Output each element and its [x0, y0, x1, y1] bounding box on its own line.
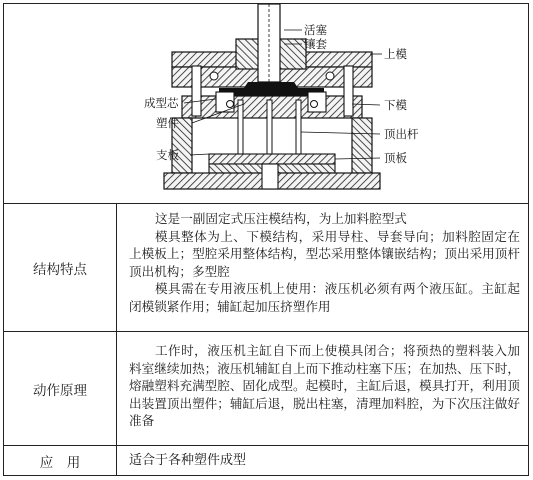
mold-cross-section-drawing: [4, 4, 528, 202]
structure-features-row: [4, 204, 528, 332]
label-piston: 活塞: [304, 23, 327, 37]
label-core: 成型芯: [144, 96, 179, 110]
mold-drawing-row: [4, 4, 528, 204]
label-ejector-plate: 顶板: [384, 151, 407, 165]
label-ejector-pin: 顶出杆: [384, 127, 419, 141]
row-content: [116, 204, 528, 331]
ejector-pin-left: [238, 100, 243, 156]
row-content: [116, 332, 528, 445]
paragraph: 工作时，液压机主缸自下而上使模具闭合；将预热的塑料装入加料室继续加热；液压机辅缸自上而下推动柱塞下压；在加热、压下时，熔融塑料充满型腔、固化成型。起模时，主缸后退，模具打开，利用顶出装置顶出塑件；辅缸后退，脱出柱塞，清理加料腔，为下次压注做好准备: [129, 343, 520, 429]
row-label: 应 用: [4, 446, 117, 475]
paragraph: 这是一副固定式压注模结构，为上加料腔型式: [155, 211, 407, 226]
paragraph: 模具需在专用液压机上使用：液压机必须有两个液压缸。主缸起闭模锁紧作用；辅缸起加压挤塑作用: [129, 281, 520, 314]
guide-pillar-right: [344, 66, 353, 116]
ejector-pin-right: [296, 100, 301, 156]
row-content: [116, 446, 528, 475]
guide-pillar-left: [192, 66, 201, 116]
support-block-right: [352, 118, 372, 173]
ejector-pin-center: [267, 100, 272, 156]
ejector-rod: [262, 164, 278, 189]
label-insert-sleeve: 镶套: [304, 37, 327, 51]
label-support-plate: 支板: [156, 148, 179, 162]
working-principle-row: [4, 332, 528, 446]
paragraph: 模具整体为上、下模结构，采用导柱、导套导向；加料腔固定在上模板上；型腔采用整体结构，型芯采用整体镶嵌结构；顶出采用顶杆顶出机构；多型腔: [129, 228, 520, 279]
label-lower-mold: 下模: [384, 98, 407, 112]
label-upper-mold: 上模: [384, 47, 407, 61]
ejector-plate: [209, 154, 335, 164]
row-label: 动作原理: [4, 332, 117, 445]
paragraph: 适合于各种塑件成型: [129, 452, 247, 468]
application-row: [4, 446, 528, 475]
label-part: 塑件: [156, 116, 179, 130]
mold-spec-table: [3, 3, 529, 476]
row-label: 结构特点: [4, 204, 117, 331]
